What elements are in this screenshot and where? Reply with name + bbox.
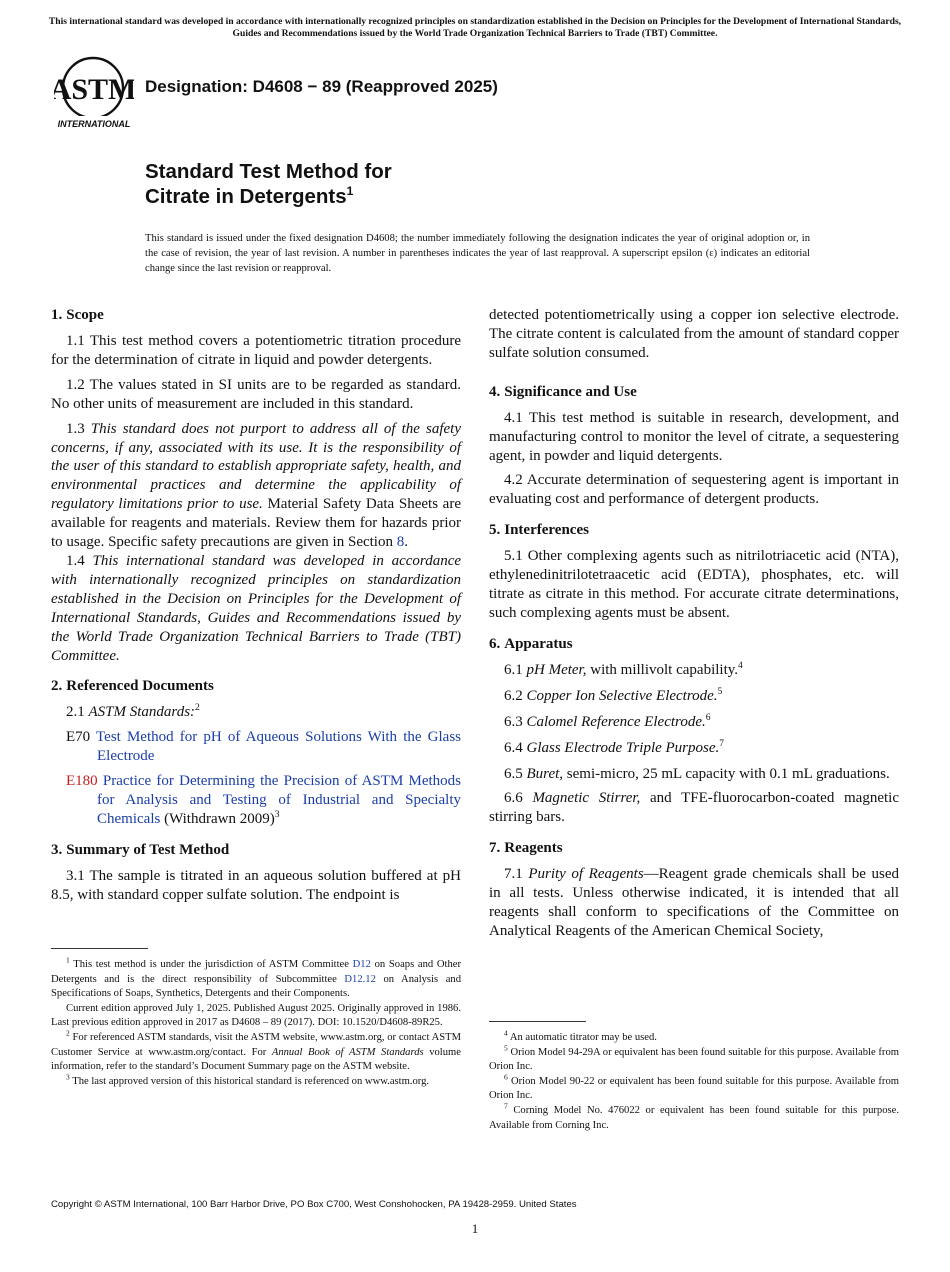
astm-international-logo xyxy=(54,56,134,132)
right-column xyxy=(489,306,899,947)
title-footnote-mark: 1 xyxy=(346,184,354,199)
svg-text:ASTM: ASTM xyxy=(54,73,134,106)
section-heading-apparatus: 6. Apparatus xyxy=(489,635,573,652)
designation: Designation: D4608 − 89 (Reapproved 2025) xyxy=(145,77,498,96)
apparatus-item-6-5: 6.5 Buret, semi-micro, 25 mL capacity with 0.1 mL graduations. xyxy=(504,765,890,782)
footnote-rule-left xyxy=(51,948,148,949)
section-heading-reagents: 7. Reagents xyxy=(489,840,563,857)
paragraph-3-1: 3.1 The sample is titrated in an aqueous solution buffered at pH 8.5, with standard copper sulfate solution. The endpoint is xyxy=(51,867,461,903)
paragraph-1-2: 1.2 The values stated in SI units are to be regarded as standard. No other units of measurement are included in this standard. xyxy=(51,376,461,412)
referenced-document-e180[interactable]: E180 Practice for Determining the Precision of ASTM Methods for Analysis and Testing of Industrial and Specialty Chemicals (Withdrawn 2009)$^3$ xyxy=(66,773,461,827)
footnote-4: $^4$ An automatic titrator may be used. xyxy=(504,1028,657,1043)
logo-text: INTERNATIONAL xyxy=(57,119,131,129)
top-notice: This international standard was developed in accordance with internationally recognized principles on standardization established in the Decision on Principles for the Development of International Standards, Guides and Recommendations issued by the World Trade Organization Technical Barriers to Trade (TBT) Committee. xyxy=(48,16,902,39)
footnotes-left xyxy=(51,955,462,1089)
section-heading-referenced-documents: 2. Referenced Documents xyxy=(51,678,214,695)
apparatus-item-6-2: 6.2 Copper Ion Selective Electrode.$^5$ xyxy=(504,686,723,704)
title-line-1: Standard Test Method for xyxy=(145,160,392,183)
issue-note: This standard is issued under the fixed designation D4608; the number immediately following the designation indicates the year of original adoption or, in the case of revision, the year of last revision. A number in parentheses indicates the year of last reapproval. A superscript epsilon (ε) indicates an editorial change since the last revision or reapproval. xyxy=(145,233,810,274)
footnote-2: $^2$ For referenced ASTM standards, visit the ASTM website, www.astm.org, or contact ASTM Customer Service at www.astm.org/contact. For Annual Book of ASTM Standards volume information, refer to the standard’s Document Summary page on the ASTM website. xyxy=(51,1028,462,1073)
apparatus-item-6-1: 6.1 pH Meter, with millivolt capability.$^4$ xyxy=(504,660,743,678)
paragraph-4-2: 4.2 Accurate determination of sequestering agent is important in evaluating cost and performance of detergent products. xyxy=(489,472,899,508)
paragraph-2-1: 2.1 ASTM Standards:$^2$ xyxy=(66,703,200,721)
footnote-3: $^3$ The last approved version of this historical standard is referenced on www.astm.org. xyxy=(66,1072,430,1087)
apparatus-item-6-3: 6.3 Calomel Reference Electrode.$^6$ xyxy=(504,712,711,730)
paragraph-1-1: 1.1 This test method covers a potentiometric titration procedure for the determination of citrate in liquid and powder detergents. xyxy=(51,333,461,368)
left-column xyxy=(51,306,461,911)
referenced-document-e70[interactable]: E70 Test Method for pH of Aqueous Solutions With the Glass Electrode xyxy=(66,729,461,765)
paragraph-1-3: 1.3 This standard does not purport to address all of the safety concerns, if any, associated with its use. It is the responsibility of the user of this standard to establish appropriate safety, health, and environmental practices and determine the applicability of regulatory limitations prior to use. Material Safety Data Sheets are available for reagents and materials. Review them for hazards prior to usage. Specific safety precautions are given in Section 8. xyxy=(51,420,461,551)
section-heading-interferences: 5. Interferences xyxy=(489,522,589,539)
document-title xyxy=(145,159,392,209)
section-heading-scope: 1. Scope xyxy=(51,307,104,323)
footnote-1-edition: Current edition approved July 1, 2025. Published August 2025. Originally approved in 1986. Last previous edition approved in 2017 as D4608 – 89 (2017). DOI: 10.1520/D4608-89R25. xyxy=(51,1002,461,1029)
footnote-6: $^6$ Orion Model 90-22 or equivalent has been found suitable for this purpose. Available from Orion Inc. xyxy=(489,1072,899,1102)
footnote-1: $^1$ This test method is under the jurisdiction of ASTM Committee D12 on Soaps and Other Detergents and is the direct responsibility of Subcommittee D12.12 on Analysis and Specifications of Soaps, Synthetics, Detergents and their Components. xyxy=(51,955,461,1000)
paragraph-4-1: 4.1 This test method is suitable in research, development, and manufacturing control to monitor the level of citrate, a sequestering agent, in powder and liquid detergents. xyxy=(489,409,899,464)
section-heading-summary: 3. Summary of Test Method xyxy=(51,841,230,858)
footnotes-right xyxy=(489,1028,899,1133)
paragraph-5-1: 5.1 Other complexing agents such as nitrilotriacetic acid (NTA), ethylenedinitrilotetraacetic acid (EDTA), phosphates, etc. will titrate as citrate in this method. For accurate citrate determinations, such complexing agents must be absent. xyxy=(489,548,900,621)
paragraph-3-1-continued: detected potentiometrically using a copper ion selective electrode. The citrate content is calculated from the amount of standard copper sulfate solution consumed. xyxy=(489,307,899,361)
committee-d12-link[interactable]: D12 xyxy=(352,959,371,970)
apparatus-item-6-4: 6.4 Glass Electrode Triple Purpose.$^7$ xyxy=(504,738,725,756)
footnote-rule-right xyxy=(489,1021,586,1022)
footnote-7: $^7$ Corning Model No. 476022 or equivalent has been found suitable for this purpose. Available from Corning Inc. xyxy=(489,1101,899,1131)
copyright: Copyright © ASTM International, 100 Barr Harbor Drive, PO Box C700, West Conshohocken, PA 19428-2959. United States xyxy=(51,1199,577,1210)
section-8-link[interactable]: 8 xyxy=(396,534,405,551)
title-line-2: Citrate in Detergents xyxy=(145,185,347,208)
footnote-5: $^5$ Orion Model 94-29A or equivalent has been found suitable for this purpose. Available from Orion Inc. xyxy=(489,1043,899,1073)
section-heading-significance: 4. Significance and Use xyxy=(489,383,637,400)
paragraph-1-4: 1.4 This international standard was developed in accordance with internationally recognized principles on standardization established in the Decision on Principles for the Development of International Standards, Guides and Recommendations issued by the World Trade Organization Technical Barriers to Trade (TBT) Committee. xyxy=(51,552,462,664)
subcommittee-d12-12-link[interactable]: D12.12 xyxy=(344,973,376,985)
paragraph-7-1: 7.1 Purity of Reagents—Reagent grade chemicals shall be used in all tests. Unless otherwise indicated, it is intended that all reagents shall conform to specifications of the Committee on Analytical Reagents of the American Chemical Society, xyxy=(489,866,899,939)
apparatus-item-6-6: 6.6 Magnetic Stirrer, and TFE-fluorocarbon-coated magnetic stirring bars. xyxy=(489,790,899,826)
page-number: 1 xyxy=(471,1221,479,1236)
